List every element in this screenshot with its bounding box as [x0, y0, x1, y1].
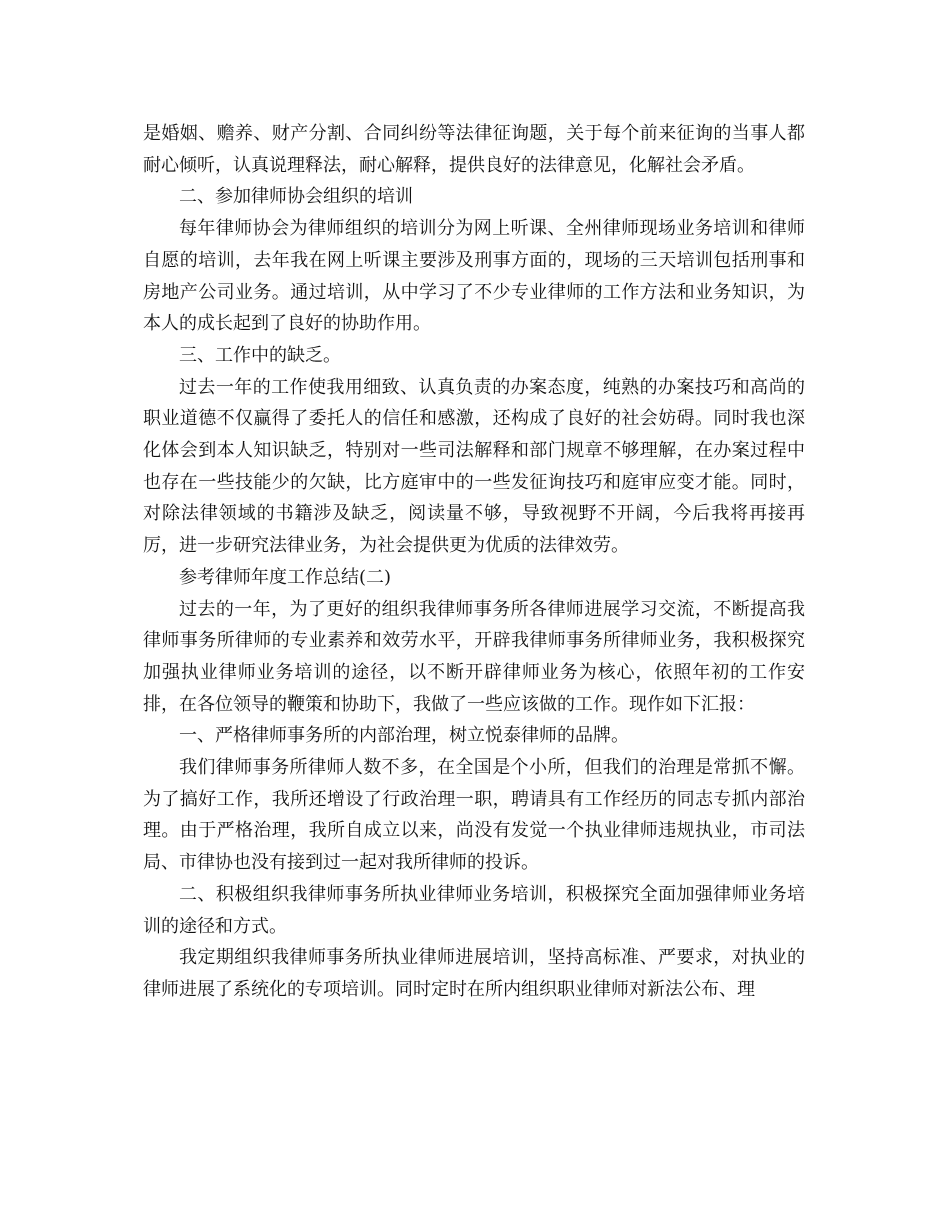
document-body	[143, 118, 805, 1006]
paragraph-11: 我定期组织我律师事务所执业律师进展培训，坚持高标准、严要求，对执业的律师进展了系统化的专项培训。同时定时在所内组织职业律师对新法公布、理	[143, 947, 805, 1000]
section-heading-2: 二、参加律师协会组织的培训	[179, 186, 413, 208]
paragraph-1: 是婚姻、赡养、财产分割、合同纠纷等法律征询题，关于每个前来征询的当事人都耐心倾听，认真说理释法，耐心解释，提供良好的法律意见，化解社会矛盾。	[143, 123, 805, 176]
document-title-2: 参考律师年度工作总结(二)	[179, 566, 392, 588]
paragraph-5: 过去一年的工作使我用细致、认真负责的办案态度，纯熟的办案技巧和高尚的职业道德不仅赢得了委托人的信任和感激，还构成了良好的社会妨碍。同时我也深化体会到本人知识缺乏，特别对一些司法解释和部门规章不够理解，在办案过程中也存在一些技能少的欠缺，比方庭审中的一些发征询技巧和庭审应变才能。同时，对除法律领域的书籍涉及缺乏，阅读量不够，导致视野不开阔，今后我将再接再厉，进一步研究法律业务，为社会提供更为优质的法律效劳。	[143, 376, 805, 557]
paragraph-9: 我们律师事务所律师人数不多，在全国是个小所，但我们的治理是常抓不懈。为了搞好工作，我所还增设了行政治理一职，聘请具有工作经历的同志专抓内部治理。由于严格治理，我所自成立以来，尚没有发觉一个执业律师违规执业，市司法局、市律协也没有接到过一起对我所律师的投诉。	[143, 757, 805, 874]
section-heading-3: 三、工作中的缺乏。	[179, 344, 341, 366]
paragraph-3: 每年律师协会为律师组织的培训分为网上听课、全州律师现场业务培训和律师自愿的培训，去年我在网上听课主要涉及刑事方面的，现场的三天培训包括刑事和房地产公司业务。通过培训，从中学习了不少专业律师的工作方法和业务知识，为本人的成长起到了良好的协助作用。	[143, 218, 805, 335]
section-heading-1b: 一、严格律师事务所的内部治理，树立悦泰律师的品牌。	[179, 725, 629, 747]
paragraph-7: 过去的一年，为了更好的组织我律师事务所各律师进展学习交流，不断提高我律师事务所律师的专业素养和效劳水平，开辟我律师事务所律师业务，我积极探究加强执业律师业务培训的途径，以不断开辟律师业务为核心，依照年初的工作安排，在各位领导的鞭策和协助下，我做了一些应该做的工作。现作如下汇报：	[143, 598, 805, 715]
section-heading-2b: 二、积极组织我律师事务所执业律师业务培训，积极探究全面加强律师业务培训的途径和方式。	[143, 883, 805, 937]
